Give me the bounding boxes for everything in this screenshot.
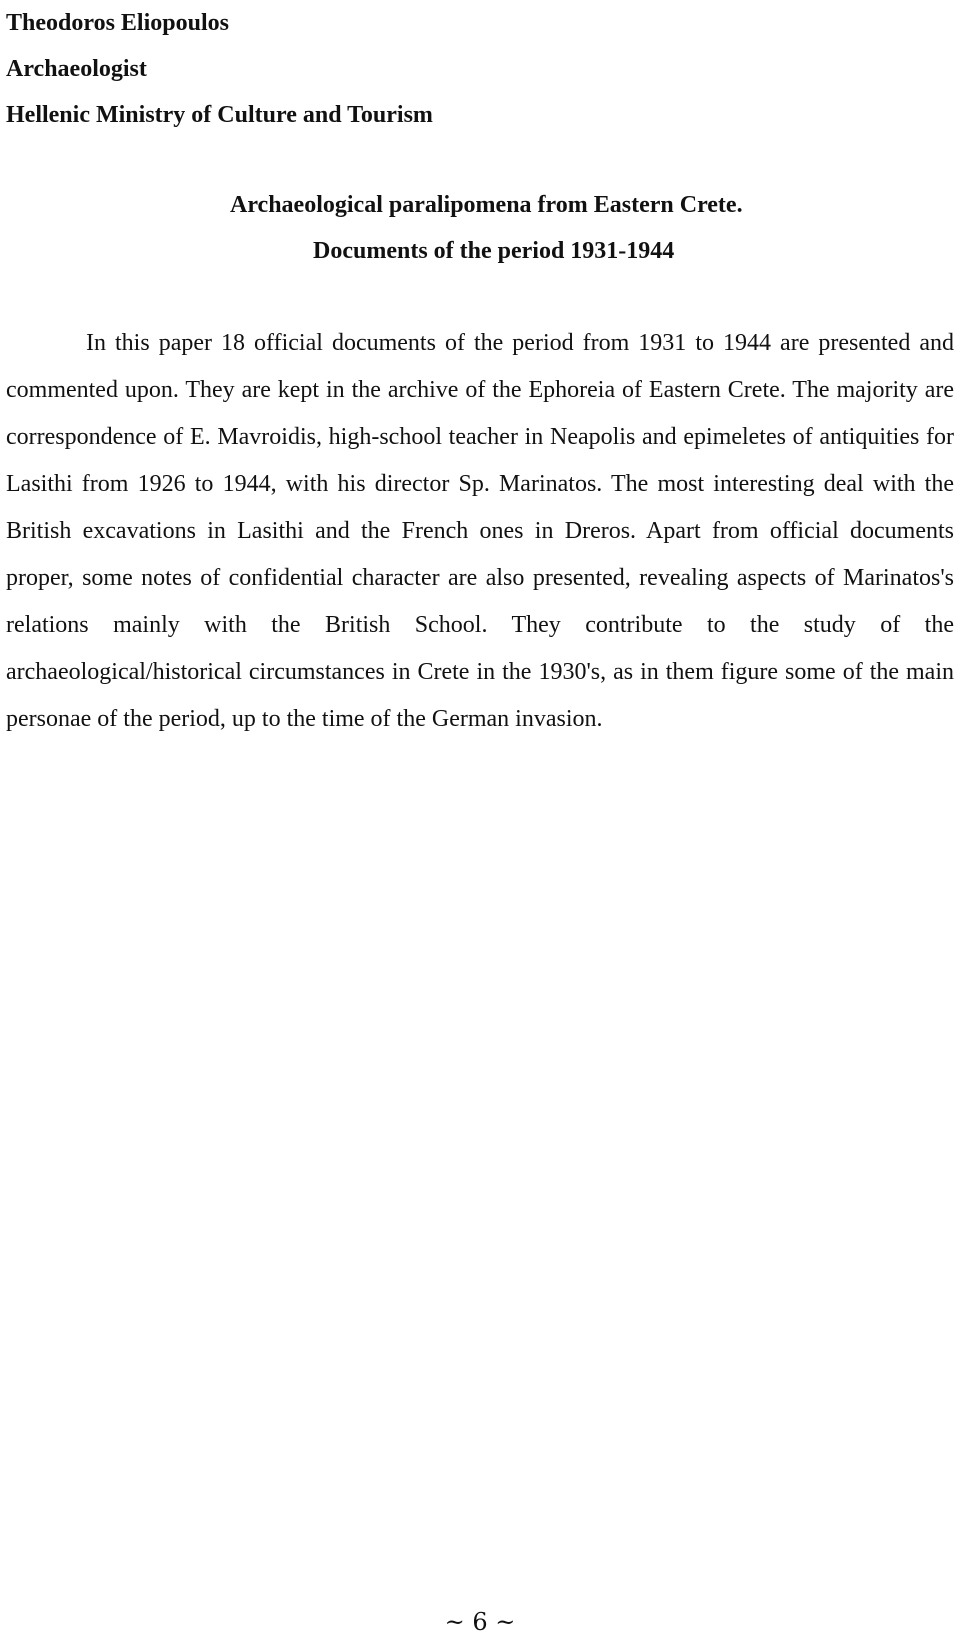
title-line-2: Documents of the period 1931-1944 [313, 238, 675, 264]
page-number: ~ 6 ~ [444, 1608, 516, 1636]
author-block [6, 0, 706, 138]
author-position: Archaeologist [6, 56, 147, 82]
title-line-1: Archaeological paralipomena from Eastern Crete. [230, 192, 743, 218]
author-institution: Hellenic Ministry of Culture and Tourism [6, 102, 433, 128]
paper-title [0, 182, 960, 274]
abstract-paragraph: In this paper 18 official documents of the period from 1931 to 1944 are presented and commented upon. They are kept in the archive of the Ephoreia of Eastern Crete. The majority are correspondence of E. Mavroidis, high-school teacher in Neapolis and epimeletes of antiquities for Lasithi from 1926 to 1944, with his director Sp. Marinatos. The most interesting deal with the British excavations in Lasithi and the French ones in Dreros. Apart from official documents proper, some notes of confidential character are also presented, revealing aspects of Marinatos's relations mainly with the British School. They contribute to the study of the archaeological/historical circumstances in Crete in the 1930's, as in them figure some of the main personae of the period, up to the time of the German invasion. [6, 330, 954, 732]
author-name: Theodoros Eliopoulos [6, 10, 229, 36]
